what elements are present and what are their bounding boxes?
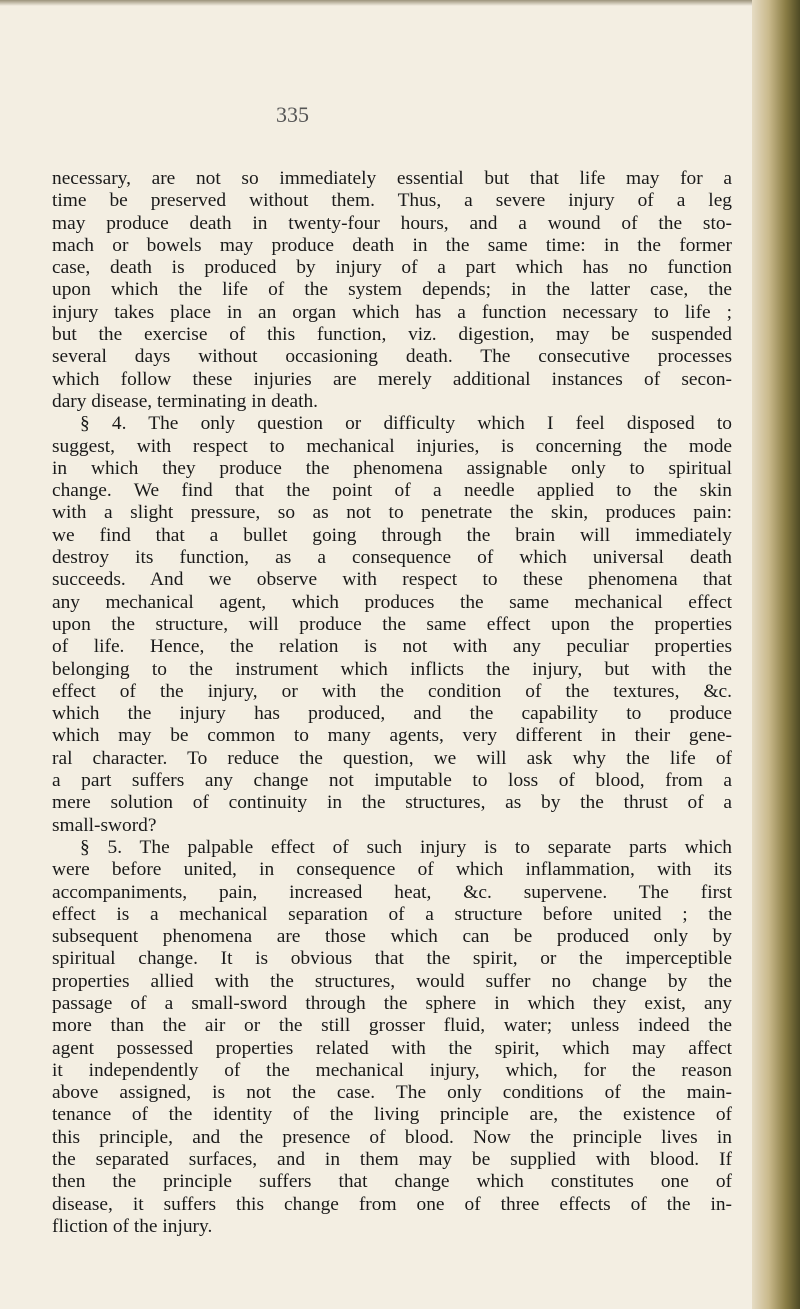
text-line: upon which the life of the system depends; in the latter case, the — [52, 279, 732, 301]
text-line: but the exercise of this function, viz. digestion, may be suspended — [52, 324, 732, 346]
page-binding-edge — [752, 0, 800, 1309]
text-line: spiritual change. It is obvious that the spirit, or the imperceptible — [52, 948, 732, 970]
text-line: with a slight pressure, so as not to penetrate the skin, produces pain: — [52, 502, 732, 524]
text-line: more than the air or the still grosser fluid, water; unless indeed the — [52, 1015, 732, 1037]
text-line: destroy its function, as a consequence of which universal death — [52, 547, 732, 569]
text-line: suggest, with respect to mechanical injuries, is concerning the mode — [52, 435, 732, 457]
page-number: 335 — [276, 102, 309, 127]
text-line: § 4. The only question or difficulty which I feel disposed to — [80, 413, 732, 435]
text-line: may produce death in twenty-four hours, and a wound of the sto- — [52, 212, 732, 234]
text-line: upon the structure, will produce the same effect upon the properties — [52, 613, 732, 635]
page-top-shadow — [0, 0, 800, 6]
text-line: mach or bowels may produce death in the same time: in the former — [52, 234, 732, 256]
text-line: case, death is produced by injury of a part which has no function — [52, 257, 732, 279]
text-line: fliction of the injury. — [52, 1215, 213, 1237]
text-line: change. We find that the point of a needle applied to the skin — [52, 480, 732, 502]
text-line: mere solution of continuity in the structures, as by the thrust of a — [52, 792, 732, 814]
text-line: we find that a bullet going through the brain will immediately — [52, 524, 732, 546]
text-line: properties allied with the structures, would suffer no change by the — [52, 970, 732, 992]
text-line: dary disease, terminating in death. — [52, 390, 318, 412]
text-line: the separated surfaces, and in them may be supplied with blood. If — [52, 1149, 732, 1171]
text-line: then the principle suffers that change which constitutes one of — [52, 1171, 732, 1193]
text-line: it independently of the mechanical injury, which, for the reason — [52, 1059, 732, 1081]
text-line: which the injury has produced, and the capability to produce — [52, 703, 732, 725]
text-line: necessary, are not so immediately essential but that life may for a — [52, 168, 732, 189]
text-line: subsequent phenomena are those which can be produced only by — [52, 926, 732, 948]
text-line: effect of the injury, or with the condition of the textures, &c. — [52, 680, 732, 702]
text-line: above assigned, is not the case. The only conditions of the main- — [52, 1082, 732, 1104]
text-line: tenance of the identity of the living principle are, the existence of — [52, 1104, 732, 1126]
text-line: of life. Hence, the relation is not with any peculiar properties — [52, 636, 732, 658]
text-line: in which they produce the phenomena assignable only to spiritual — [52, 457, 732, 479]
text-line: several days without occasioning death. The consecutive processes — [52, 346, 732, 368]
text-line: injury takes place in an organ which has a function necessary to life ; — [52, 301, 732, 323]
text-line: passage of a small-sword through the sphere in which they exist, any — [52, 992, 732, 1014]
text-line: which follow these injuries are merely additional instances of secon- — [52, 368, 732, 390]
body-text — [52, 168, 732, 1238]
text-line: any mechanical agent, which produces the same mechanical effect — [52, 591, 732, 613]
text-line: § 5. The palpable effect of such injury is to separate parts which — [80, 836, 732, 858]
text-line: time be preserved without them. Thus, a severe injury of a leg — [52, 190, 732, 212]
text-line: belonging to the instrument which inflicts the injury, but with the — [52, 658, 732, 680]
text-line: agent possessed properties related with the spirit, which may affect — [52, 1037, 732, 1059]
text-line: effect is a mechanical separation of a structure before united ; the — [52, 903, 732, 925]
text-line: small-sword? — [52, 814, 157, 836]
text-line: ral character. To reduce the question, we will ask why the life of — [52, 747, 732, 769]
text-line: disease, it suffers this change from one of three effects of the in- — [52, 1193, 732, 1215]
text-line: a part suffers any change not imputable to loss of blood, from a — [52, 770, 732, 792]
text-line: succeeds. And we observe with respect to these phenomena that — [52, 569, 732, 591]
text-line: were before united, in consequence of which inflammation, with its — [52, 859, 732, 881]
text-line: accompaniments, pain, increased heat, &c. supervene. The first — [52, 881, 732, 903]
text-line: this principle, and the presence of blood. Now the principle lives in — [52, 1126, 732, 1148]
text-line: which may be common to many agents, very different in their gene- — [52, 725, 732, 747]
